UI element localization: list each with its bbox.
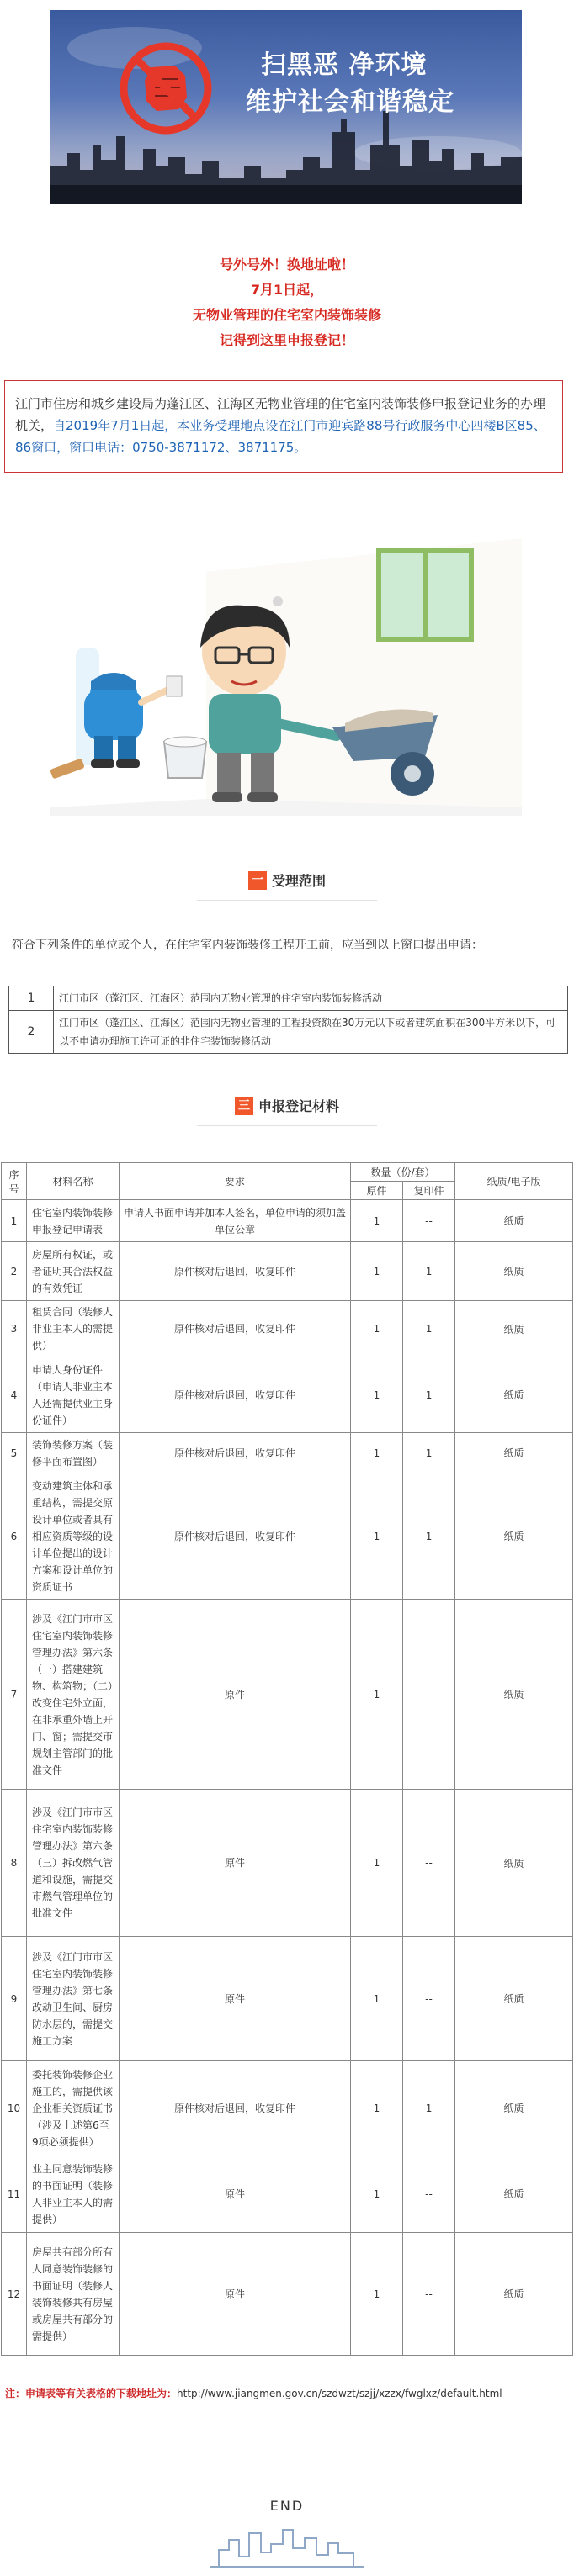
cell-name: 委托装饰装修企业施工的，需提供该企业相关资质证书（涉及上述第6至9项必须提供） [27,2061,120,2155]
col-header-name: 材料名称 [27,1163,120,1200]
cell-form: 纸质 [455,2233,573,2356]
materials-table [1,1162,573,2356]
cell-form: 纸质 [455,1433,573,1473]
table-row [9,1011,568,1054]
scope-intro-text: 符合下列条件的单位或个人，在住宅室内装饰装修工程开工前，应当到以上窗口提出申请： [12,939,483,952]
cell-req: 原件核对后退回，收复印件 [120,1357,351,1433]
cell-seq: 6 [2,1473,27,1600]
section-title-materials [0,1096,574,1115]
cell-req: 原件核对后退回，收复印件 [120,1242,351,1301]
scope-text: 江门市区（蓬江区、江海区）范围内无物业管理的住宅室内装饰装修活动 [54,986,568,1011]
cell-copy: 1 [403,1301,455,1357]
cell-copy: 1 [403,1433,455,1473]
cell-orig: 1 [351,1357,403,1433]
cell-seq: 8 [2,1790,27,1937]
cell-seq: 3 [2,1301,27,1357]
table-row [9,986,568,1011]
scope-number: 1 [9,986,54,1011]
cell-name: 租赁合同（装修人非业主本人的需提供） [27,1301,120,1357]
scope-number: 2 [9,1011,54,1054]
table-row [2,1937,573,2061]
cell-name: 装饰装修方案（装修平面布置图） [27,1433,120,1473]
cell-copy: 1 [403,2061,455,2155]
cell-seq: 7 [2,1600,27,1790]
cell-name: 房屋所有权证，或者证明其合法权益的有效凭证 [27,1242,120,1301]
cell-seq: 9 [2,1937,27,2061]
cell-req: 原件 [120,1790,351,1937]
cell-req: 原件 [120,2233,351,2356]
table-row [2,1790,573,1937]
cell-seq: 2 [2,1242,27,1301]
cell-req: 原件核对后退回，收复印件 [120,1301,351,1357]
cell-form: 纸质 [455,2061,573,2155]
cell-form: 纸质 [455,1790,573,1937]
cell-orig: 1 [351,1301,403,1357]
anti-crime-fist-logo [120,42,212,135]
download-link[interactable]: http://www.jiangmen.gov.cn/szdwzt/szjj/xzzx/fwglxz/default.html [177,2388,502,2399]
cell-form: 纸质 [455,1473,573,1600]
cell-req: 原件核对后退回，收复印件 [120,1433,351,1473]
address-change-notice [0,252,574,353]
table-row [2,2061,573,2155]
cell-seq: 4 [2,1357,27,1433]
cell-name: 房屋共有部分所有人同意装饰装修的书面证明（装修人装饰装修共有房屋或房屋共有部分的需提供） [27,2233,120,2356]
table-row [2,1433,573,1473]
table-row [2,1200,573,1242]
cell-orig: 1 [351,1200,403,1242]
table-row [2,1600,573,1790]
cell-copy: -- [403,1200,455,1242]
renovation-workers-illustration [50,521,522,816]
cell-seq: 12 [2,2233,27,2356]
cell-orig: 1 [351,1937,403,2061]
cell-copy: -- [403,1937,455,2061]
notice-line: 无物业管理的住宅室内装饰装修 [192,307,381,323]
notice-line: 7月1日起， [250,282,324,298]
cell-orig: 1 [351,1433,403,1473]
notice-line: 记得到这里申报登记！ [219,332,354,348]
table-row [2,1357,573,1433]
col-header-req: 要求 [120,1163,351,1200]
cell-name: 申请人身份证件（申请人非业主本人还需提供业主身份证件） [27,1357,120,1433]
table-row [2,1242,573,1301]
section-title-scope [0,870,574,890]
cell-req: 原件 [120,1600,351,1790]
table-header-row [2,1163,573,1182]
table-row [2,1301,573,1357]
cell-seq: 1 [2,1200,27,1242]
cell-name: 涉及《江门市市区住宅室内装饰装修管理办法》第七条改动卫生间、厨房防水层的，需提交施工方案 [27,1937,120,2061]
col-header-qty: 数量（份/套） [351,1163,455,1182]
banner-slogan-line2: 维护社会和谐稳定 [246,87,454,117]
table-row [2,1473,573,1600]
scope-text: 江门市区（蓬江区、江海区）范围内无物业管理的工程投资额在30万元以下或者建筑面积在300平方米以下，可以不申请办理施工许可证的非住宅装饰装修活动 [54,1011,568,1054]
download-note-label: 注：申请表等有关表格的下载地址为： [5,2388,178,2399]
cell-orig: 1 [351,1600,403,1790]
notice-line: 号外号外！换地址啦！ [219,257,354,272]
section-number-badge: 一 [248,871,267,890]
cell-copy: -- [403,2233,455,2356]
cell-orig: 1 [351,2155,403,2233]
banner [50,10,522,204]
office-info-box [4,380,563,473]
cell-req: 原件 [120,1937,351,2061]
cell-form: 纸质 [455,2155,573,2233]
cell-copy: -- [403,1790,455,1937]
cell-orig: 1 [351,1242,403,1301]
cell-form: 纸质 [455,1200,573,1242]
section-title-text: 申报登记材料 [258,1098,339,1114]
cell-seq: 10 [2,2061,27,2155]
cell-orig: 1 [351,2233,403,2356]
section-divider [197,1125,377,1126]
end-marker: END [269,2498,305,2514]
cell-orig: 1 [351,1790,403,1937]
table-row [2,2155,573,2233]
section-divider [197,900,377,901]
cell-form: 纸质 [455,1600,573,1790]
cell-name: 变动建筑主体和承重结构，需提交原设计单位或者具有相应资质等级的设计单位提出的设计方案和设计单位的资质证书 [27,1473,120,1600]
section-number-badge: 三 [235,1097,253,1115]
section-title-text: 受理范围 [271,873,326,889]
download-note [5,2383,567,2404]
cell-name: 住宅室内装饰装修申报登记申请表 [27,1200,120,1242]
col-header-copy: 复印件 [403,1182,455,1200]
office-address-text: 自2019年7月1日起，本业务受理地点设在江门市迎宾路88号行政服务中心四楼B区85、86窗口，窗口电话：0750-3871172、3871175。 [15,418,546,455]
cell-copy: 1 [403,1242,455,1301]
cell-form: 纸质 [455,1357,573,1433]
cell-copy: 1 [403,1357,455,1433]
cell-name: 涉及《江门市市区住宅室内装饰装修管理办法》第六条（一）搭建建筑物、构筑物；（二）改变住宅外立面，在非承重外墙上开门、窗；需提交市规划主管部门的批准文件 [27,1600,120,1790]
cell-seq: 11 [2,2155,27,2233]
cell-req: 申请人书面申请并加本人签名，单位申请的须加盖单位公章 [120,1200,351,1242]
col-header-orig: 原件 [351,1182,403,1200]
scope-table [8,986,568,1054]
col-header-seq: 序号 [2,1163,27,1200]
cell-copy: 1 [403,1473,455,1600]
table-row [2,2233,573,2356]
banner-slogan-line1: 扫黑恶 净环境 [261,50,428,80]
cell-req: 原件核对后退回，收复印件 [120,2061,351,2155]
office-info-text: 江门市住房和城乡建设局为蓬江区、江海区无物业管理的住宅室内装饰装修申报登记业务的办理机关， [15,396,546,433]
cell-name: 业主同意装饰装修的书面证明（装修人非业主本人的需提供） [27,2155,120,2233]
cell-seq: 5 [2,1433,27,1473]
cell-req: 原件 [120,2155,351,2233]
cell-form: 纸质 [455,1301,573,1357]
cell-form: 纸质 [455,1937,573,2061]
cell-orig: 1 [351,2061,403,2155]
cell-form: 纸质 [455,1242,573,1301]
cell-orig: 1 [351,1473,403,1600]
col-header-form: 纸质/电子版 [455,1163,573,1200]
cell-req: 原件核对后退回，收复印件 [120,1473,351,1600]
cell-copy: -- [403,1600,455,1790]
end-city-icon [210,2515,364,2573]
cell-copy: -- [403,2155,455,2233]
cell-name: 涉及《江门市市区住宅室内装饰装修管理办法》第六条（三）拆改燃气管道和设施，需提交市燃气管理单位的批准文件 [27,1790,120,1937]
